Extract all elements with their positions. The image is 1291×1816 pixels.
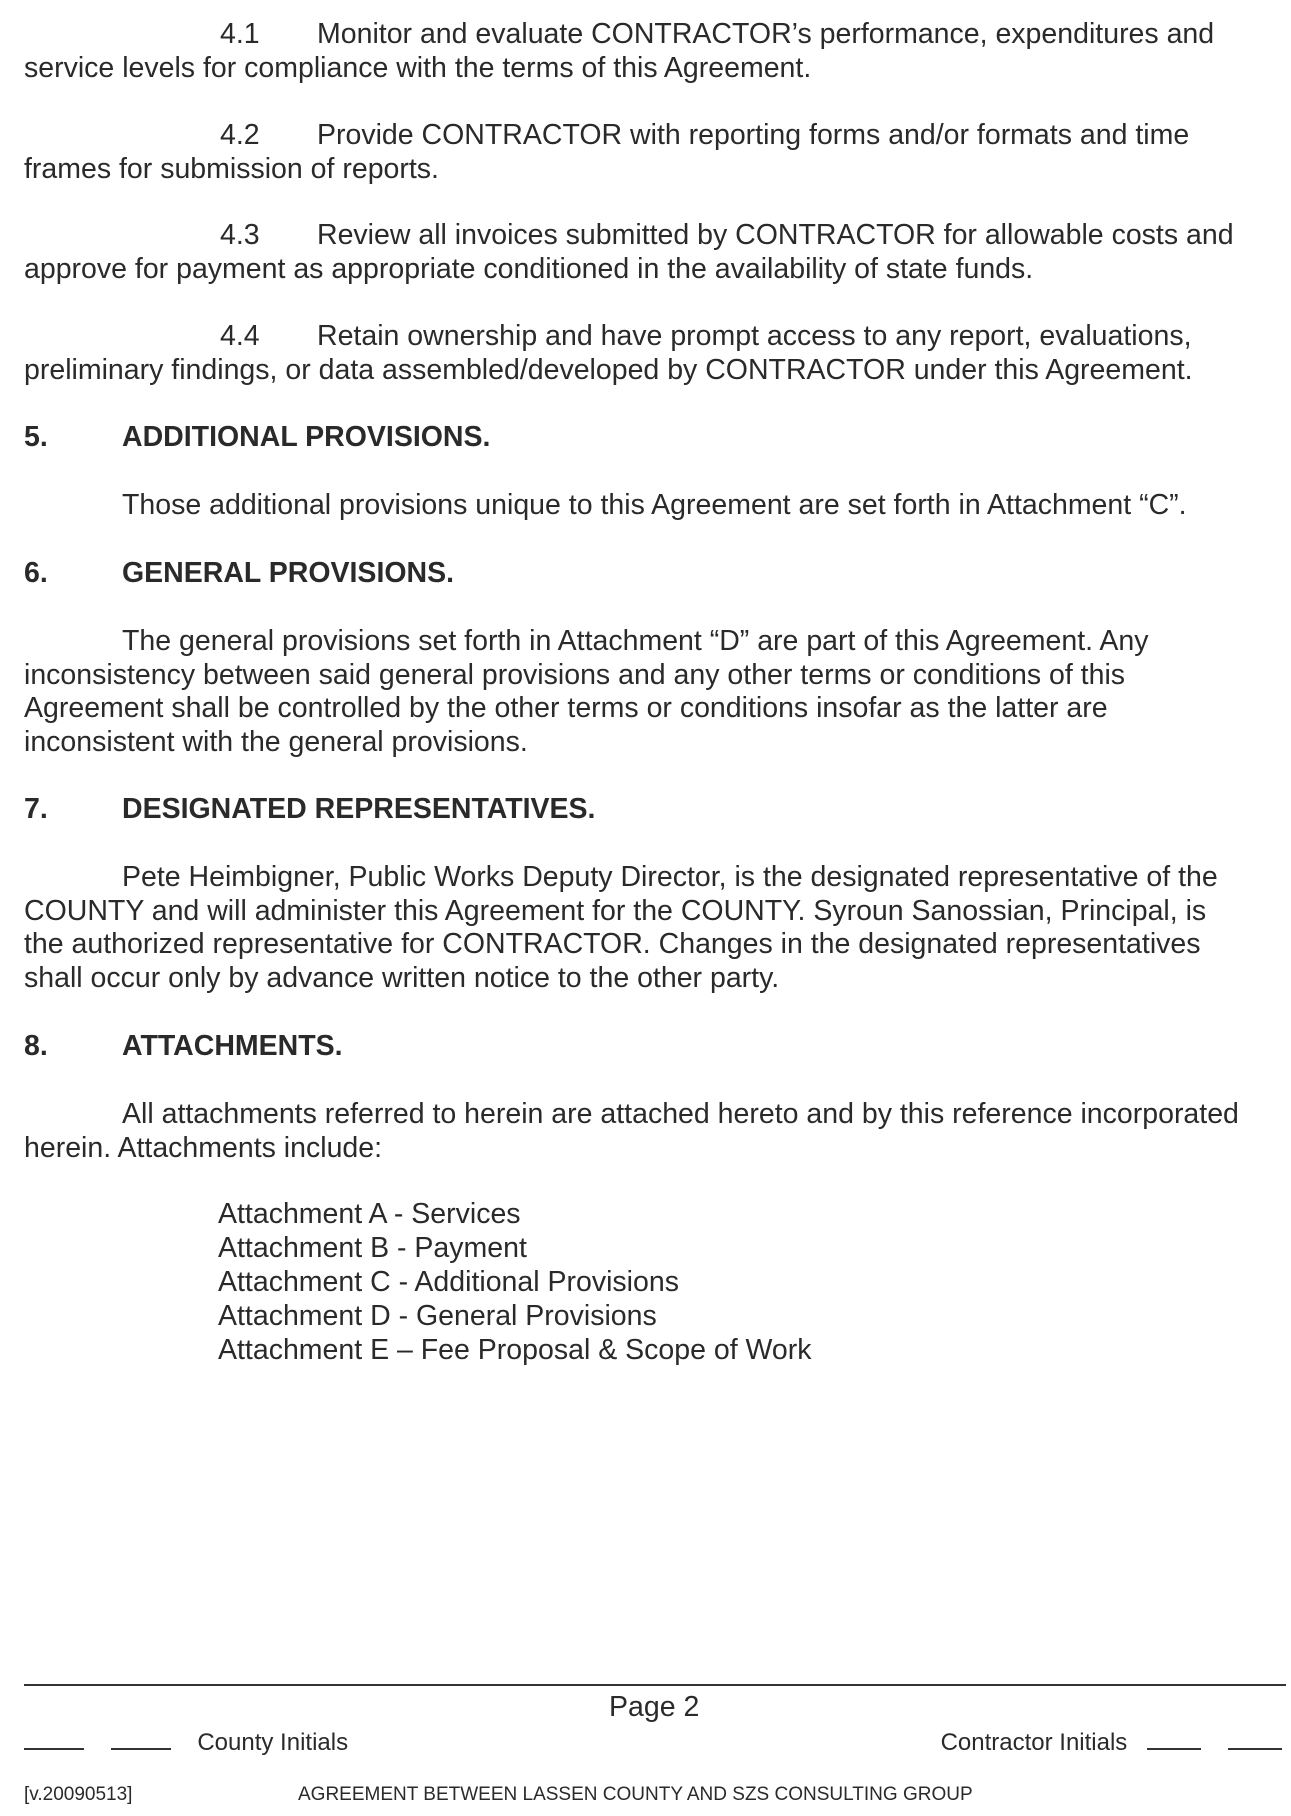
item-text-rest: service levels for compliance with the terms of this Agreement. bbox=[24, 51, 812, 84]
section-5-text: Those additional provisions unique to this Agreement are set forth in Attachment “C”. bbox=[122, 489, 1187, 521]
item-text-first: Review all invoices submitted by CONTRACTOR for allowable costs and bbox=[317, 219, 1234, 251]
item-number: 4.1 bbox=[220, 18, 260, 50]
paragraph-line: COUNTY and will administer this Agreement for the COUNTY. Syroun Sanossian, Principal, is bbox=[24, 894, 1207, 927]
item-number: 4.2 bbox=[220, 119, 260, 151]
section-number: 7. bbox=[24, 793, 48, 825]
item-text-rest: approve for payment as appropriate conditioned in the availability of state funds. bbox=[24, 252, 1034, 285]
section-number: 8. bbox=[24, 1030, 48, 1062]
contractor-initials bbox=[941, 1726, 1282, 1758]
section-title: GENERAL PROVISIONS. bbox=[122, 557, 455, 589]
section-title: DESIGNATED REPRESENTATIVES. bbox=[122, 793, 596, 825]
version-tag: [v.20090513] bbox=[24, 1784, 133, 1805]
list-item: Attachment E – Fee Proposal & Scope of Work bbox=[218, 1334, 812, 1366]
initials-blank bbox=[1147, 1726, 1201, 1750]
initials-blank bbox=[24, 1726, 84, 1750]
section-5-heading bbox=[24, 421, 490, 455]
contractor-initials-label: Contractor Initials bbox=[940, 1729, 1128, 1756]
section-title: ADDITIONAL PROVISIONS. bbox=[122, 421, 491, 453]
page-number: Page 2 bbox=[609, 1691, 700, 1723]
section-8-body bbox=[24, 1098, 1274, 1165]
section-8-heading bbox=[24, 1030, 343, 1064]
paragraph-line: the authorized representative for CONTRACTOR. Changes in the designated representatives bbox=[24, 928, 1201, 960]
section-7-heading bbox=[24, 793, 595, 827]
paragraph-line: inconsistency between said general provisions and any other terms or conditions of this bbox=[24, 658, 1126, 691]
paragraph-line: Pete Heimbigner, Public Works Deputy Director, is the designated representative of the bbox=[122, 861, 1218, 893]
paragraph-line: Agreement shall be controlled by the other terms or conditions insofar as the latter are bbox=[24, 692, 1108, 724]
item-4-4 bbox=[24, 320, 1274, 387]
item-4-1 bbox=[24, 18, 1274, 85]
item-text-first: Monitor and evaluate CONTRACTOR’s performance, expenditures and bbox=[317, 18, 1215, 50]
section-7-body bbox=[24, 861, 1274, 995]
item-text-first: Retain ownership and have prompt access to any report, evaluations, bbox=[317, 320, 1192, 352]
attachments-list bbox=[218, 1197, 812, 1367]
item-text-rest: frames for submission of reports. bbox=[24, 152, 439, 185]
list-item: Attachment C - Additional Provisions bbox=[218, 1266, 679, 1298]
item-text-first: Provide CONTRACTOR with reporting forms and/or formats and time bbox=[317, 119, 1190, 151]
paragraph-line: inconsistent with the general provisions. bbox=[24, 725, 528, 758]
list-item: Attachment A - Services bbox=[218, 1198, 521, 1230]
item-number: 4.4 bbox=[220, 320, 260, 352]
item-4-2 bbox=[24, 119, 1274, 186]
list-item: Attachment B - Payment bbox=[218, 1232, 527, 1264]
county-initials bbox=[24, 1726, 348, 1758]
footer-title: AGREEMENT BETWEEN LASSEN COUNTY AND SZS CONSULTING GROUP bbox=[298, 1784, 973, 1805]
section-number: 6. bbox=[24, 557, 48, 589]
initials-blank bbox=[111, 1726, 171, 1750]
section-6-body bbox=[24, 625, 1274, 759]
section-number: 5. bbox=[24, 421, 48, 453]
item-text-rest: preliminary findings, or data assembled/developed by CONTRACTOR under this Agreement. bbox=[24, 353, 1193, 386]
county-initials-label: County Initials bbox=[197, 1729, 349, 1756]
section-6-heading bbox=[24, 557, 454, 591]
section-title: ATTACHMENTS. bbox=[122, 1030, 343, 1062]
list-item: Attachment D - General Provisions bbox=[218, 1300, 657, 1332]
paragraph-line: All attachments referred to herein are attached hereto and by this reference incorporated bbox=[122, 1098, 1239, 1130]
item-number: 4.3 bbox=[220, 219, 260, 251]
footer-divider bbox=[24, 1684, 1286, 1686]
paragraph-line: shall occur only by advance written notice to the other party. bbox=[24, 961, 780, 994]
paragraph-line: The general provisions set forth in Attachment “D” are part of this Agreement. Any bbox=[122, 625, 1149, 657]
initials-blank bbox=[1228, 1726, 1282, 1750]
paragraph-line: herein. Attachments include: bbox=[24, 1131, 383, 1164]
item-4-3 bbox=[24, 219, 1274, 286]
